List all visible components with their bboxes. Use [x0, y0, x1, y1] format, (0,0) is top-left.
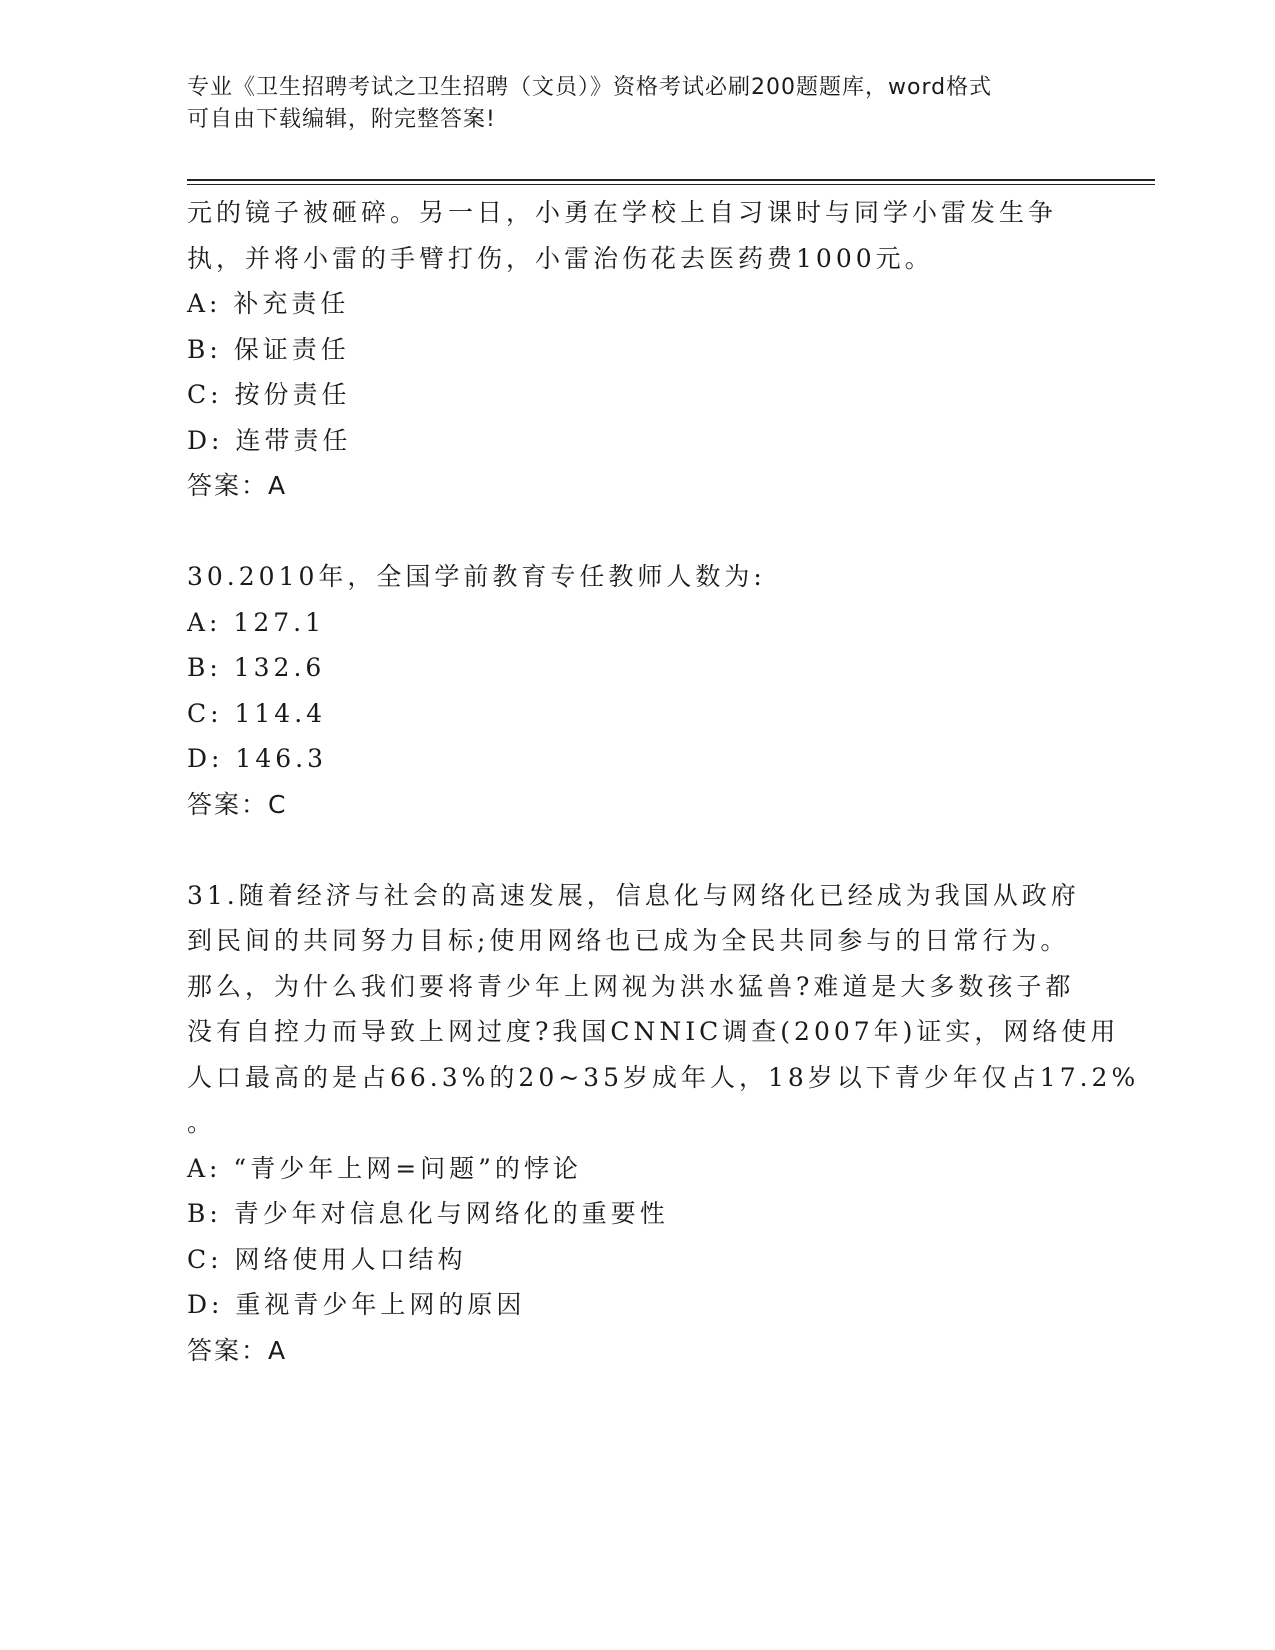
header-rule-thin — [187, 184, 1155, 185]
option-b: B: 保证责任 — [187, 334, 350, 364]
header-title-line-1: 专业《卫生招聘考试之卫生招聘（文员）》资格考试必刷200题题库，word格式 — [187, 75, 993, 100]
header-rule-thick — [187, 179, 1155, 181]
question-stem-line: 没有自控力而导致上网过度?我国CNNIC调查(2007年)证实，网络使用 — [187, 1017, 1120, 1046]
option-c: C: 按份责任 — [187, 380, 351, 409]
question-stem-line: 。 — [187, 1108, 217, 1137]
question-spacer — [187, 509, 1087, 555]
answer-line: 答案：C — [187, 789, 288, 819]
question-spacer — [187, 827, 1087, 873]
question-31 — [187, 873, 1140, 1374]
option-a: A: 127.1 — [187, 607, 325, 637]
question-stem-line: 执，并将小雷的手臂打伤，小雷治伤花去医药费1000元。 — [187, 243, 934, 273]
option-c: C: 114.4 — [187, 698, 327, 728]
option-d: D: 连带责任 — [187, 425, 352, 455]
question-stem-line: 人口最高的是占66.3%的20~35岁成年人，18岁以下青少年仅占17.2% — [187, 1062, 1140, 1092]
question-stem-line: 30.2010年，全国学前教育专任教师人数为: — [187, 562, 766, 591]
question-30 — [187, 554, 1087, 827]
header-title-line-2: 可自由下载编辑，附完整答案! — [187, 107, 496, 132]
question-stem-line: 元的镜子被砸碎。另一日，小勇在学校上自习课时与同学小雷发生争 — [187, 198, 1058, 227]
answer-line: 答案：A — [187, 471, 288, 500]
question-stem-line: 31.随着经济与社会的高速发展，信息化与网络化已经成为我国从政府 — [187, 880, 1080, 910]
option-c: C: 网络使用人口结构 — [187, 1244, 467, 1274]
question-list — [187, 190, 1140, 1373]
option-d: D: 重视青少年上网的原因 — [187, 1290, 526, 1319]
option-a: A: “青少年上网=问题”的悖论 — [187, 1153, 582, 1183]
answer-line: 答案：A — [187, 1335, 288, 1365]
option-d: D: 146.3 — [187, 744, 327, 773]
document-header — [187, 72, 1087, 136]
question-stem-line: 那么，为什么我们要将青少年上网视为洪水猛兽?难道是大多数孩子都 — [187, 971, 1075, 1001]
option-a: A: 补充责任 — [187, 289, 350, 318]
question-29 — [187, 190, 1087, 509]
option-b: B: 132.6 — [187, 653, 326, 682]
question-stem-line: 到民间的共同努力目标;使用网络也已成为全民共同参与的日常行为。 — [187, 926, 1070, 955]
option-b: B: 青少年对信息化与网络化的重要性 — [187, 1199, 669, 1228]
